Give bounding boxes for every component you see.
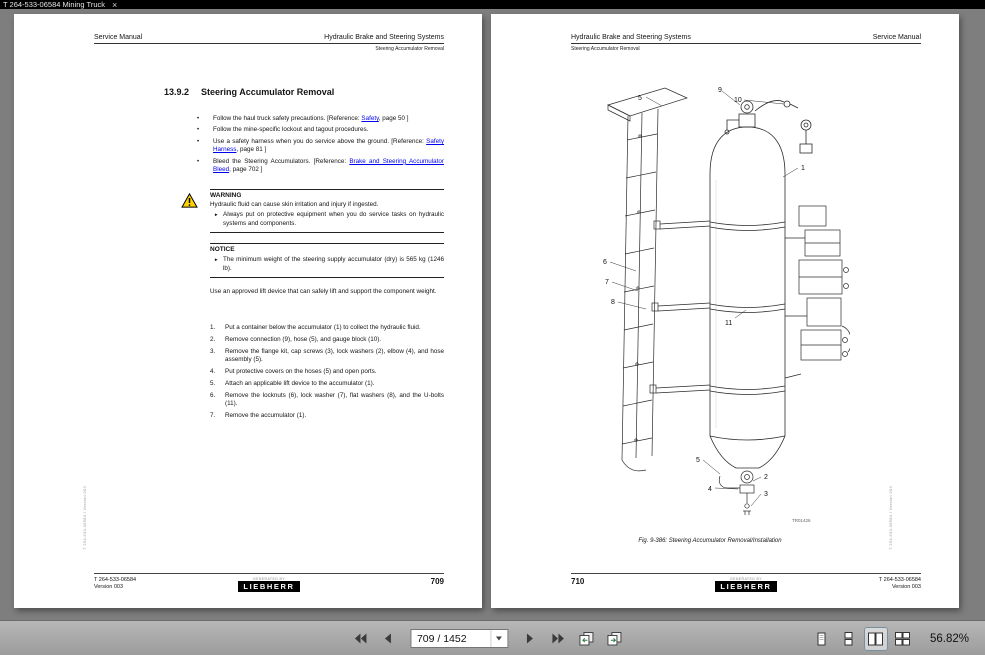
page-footer xyxy=(571,573,921,592)
list-item: • Use a safety harness when you do service above the ground. [Reference: Safety Harness, page 81 ] xyxy=(197,137,444,154)
previous-view-button[interactable] xyxy=(574,627,598,651)
continuous-pages-icon xyxy=(841,632,856,646)
warning-instruction: ► Always put on protective equipment when you do service tasks on hydraulic systems and components. xyxy=(210,211,444,228)
diagram-callout: 3 xyxy=(764,491,768,498)
diagram-callout: 9 xyxy=(718,87,722,94)
diagram-callout: 10 xyxy=(734,97,742,104)
single-page-view-button[interactable] xyxy=(810,627,834,651)
footer-version: Version 003 xyxy=(94,584,124,591)
first-page-button[interactable] xyxy=(348,627,372,651)
warning-text: Hydraulic fluid can cause skin irritation and injury if ingested. xyxy=(210,201,379,209)
accumulator-cylinder xyxy=(710,100,812,468)
step-item: 2. Remove connection (9), hose (5), and gauge block (10). xyxy=(210,335,382,343)
bottom-valve xyxy=(719,471,754,515)
warning-triangle-icon xyxy=(181,193,198,208)
page-navigation-group xyxy=(348,621,626,655)
section-number: 13.9.2 xyxy=(164,87,190,97)
notice-instruction: ► The minimum weight of the steering supply accumulator (dry) is 565 kg (1246 lb). xyxy=(210,256,444,273)
zoom-level[interactable]: 56.82% xyxy=(929,632,969,645)
step-item: 4. Put protective covers on the hoses (5) and open ports. xyxy=(210,367,377,375)
page-header xyxy=(94,34,444,52)
facing-pages-view-button[interactable] xyxy=(864,627,888,651)
footer-page-number: 710 xyxy=(571,576,585,586)
arrow-marker: ► xyxy=(214,212,219,218)
header-left-label: Service Manual xyxy=(94,34,143,41)
bottom-toolbar xyxy=(0,620,985,655)
reference-link[interactable]: Safety xyxy=(361,115,379,123)
notice-label: NOTICE xyxy=(210,246,235,254)
right-arrow-icon xyxy=(524,633,535,644)
drawing-reference: TR01426 xyxy=(792,518,811,523)
next-page-button[interactable] xyxy=(518,627,542,651)
pdf-viewer-canvas[interactable] xyxy=(0,9,985,620)
diagram-callout: 1 xyxy=(801,165,805,172)
diagram-callout: 5 xyxy=(696,457,700,464)
page-number-field[interactable] xyxy=(410,629,508,648)
continuous-facing-icon xyxy=(895,632,910,646)
header-right-label: Hydraulic Brake and Steering Systems xyxy=(324,34,444,41)
double-right-arrow-icon xyxy=(551,633,565,644)
arrow-marker: ► xyxy=(214,257,219,263)
list-item: • Follow the haul truck safety precautions. [Reference: Safety, page 50 ] xyxy=(197,115,409,123)
section-title xyxy=(164,86,444,98)
window-titlebar xyxy=(0,0,985,9)
side-code: T 264-533-06584 / Version 003 xyxy=(888,486,893,550)
safety-bullet-list xyxy=(164,115,444,175)
previous-view-icon xyxy=(578,632,594,646)
diagram-callout: 5 xyxy=(638,95,642,102)
lift-note: Use an approved lift device that can safely lift and support the component weight. xyxy=(210,288,437,296)
accumulator-technical-drawing xyxy=(570,78,850,530)
step-item: 1. Put a container below the accumulator (1) to collect the hydraulic fluid. xyxy=(210,323,421,331)
mounting-frame xyxy=(608,88,710,471)
footer-doc-number: T 264-533-06584 xyxy=(94,576,137,583)
last-page-button[interactable] xyxy=(546,627,570,651)
page-number-input[interactable] xyxy=(411,633,490,645)
leader-lines xyxy=(610,91,798,506)
page-footer xyxy=(94,573,444,592)
diagram-callout: 11 xyxy=(725,320,733,327)
step-item: 5. Attach an applicable lift device to the accumulator (1). xyxy=(210,379,375,387)
tab-close-icon[interactable]: × xyxy=(112,0,118,9)
step-item: 7. Remove the accumulator (1). xyxy=(210,412,307,420)
footer-page-number: 709 xyxy=(430,576,444,586)
valve-assembly xyxy=(785,206,850,378)
figure-caption: Fig. 9-386: Steering Accumulator Removal/Installation xyxy=(638,538,782,544)
header-left-label: Hydraulic Brake and Steering Systems xyxy=(571,34,691,41)
step-item: 6. Remove the locknuts (6), lock washer (7), flat washers (8), and the U-bolts (11). xyxy=(210,391,444,408)
section-title-text: Steering Accumulator Removal xyxy=(201,87,335,97)
continuous-facing-view-button[interactable] xyxy=(891,627,915,651)
liebherr-logo: LIEBHERR xyxy=(715,581,776,592)
next-view-button[interactable] xyxy=(602,627,626,651)
bullet-marker: • xyxy=(197,116,200,123)
warning-label: WARNING xyxy=(210,191,242,199)
page-710 xyxy=(491,14,959,608)
header-sub-label: Steering Accumulator Removal xyxy=(571,45,640,52)
list-item: • Bleed the Steering Accumulators. [Reference: Brake and Steering Accumulator Bleed, page 702 ] xyxy=(197,157,444,174)
reference-link[interactable]: Brake and Steering Accumulator Bleed xyxy=(213,157,444,174)
step-item: 3. Remove the flange kit, cap screws (3), lock washers (2), elbow (4), and hose assembly (5). xyxy=(210,347,444,364)
diagram-callout: 8 xyxy=(611,299,615,306)
tab-title: T 264-533-06584 Mining Truck xyxy=(3,0,106,9)
diagram-callout: 2 xyxy=(764,474,768,481)
left-arrow-icon xyxy=(382,633,393,644)
footer-version: Version 003 xyxy=(891,584,921,591)
facing-pages-icon xyxy=(868,632,883,646)
single-page-icon xyxy=(814,632,829,646)
side-code: T 264-533-06584 / Version 003 xyxy=(82,486,87,550)
generated-by-label: GENERATED BY xyxy=(730,576,762,581)
liebherr-logo: LIEBHERR xyxy=(238,581,299,592)
page-content xyxy=(164,86,444,424)
bullet-marker: • xyxy=(197,158,200,165)
diagram-callout: 6 xyxy=(603,259,607,266)
bullet-marker: • xyxy=(197,127,200,134)
header-right-label: Service Manual xyxy=(872,34,921,41)
diagram-callout: 4 xyxy=(708,486,712,493)
next-view-icon xyxy=(606,632,622,646)
footer-doc-number: T 264-533-06584 xyxy=(878,576,921,583)
page-dropdown-icon[interactable] xyxy=(490,630,506,647)
page-header xyxy=(571,34,921,52)
notice-block xyxy=(210,243,444,278)
header-sub-label: Steering Accumulator Removal xyxy=(375,45,444,52)
double-left-arrow-icon xyxy=(353,633,367,644)
view-mode-group xyxy=(810,621,969,655)
diagram-callout: 7 xyxy=(605,279,609,286)
reference-link[interactable]: Safety Harness xyxy=(213,137,444,154)
warning-block xyxy=(210,189,444,234)
bullet-marker: • xyxy=(197,138,200,145)
previous-page-button[interactable] xyxy=(376,627,400,651)
generated-by-label: GENERATED BY xyxy=(253,576,285,581)
list-item: • Follow the mine-specific lockout and tagout procedures. xyxy=(197,126,369,134)
page-709 xyxy=(14,14,482,608)
procedure-steps xyxy=(210,324,444,421)
continuous-view-button[interactable] xyxy=(837,627,861,651)
